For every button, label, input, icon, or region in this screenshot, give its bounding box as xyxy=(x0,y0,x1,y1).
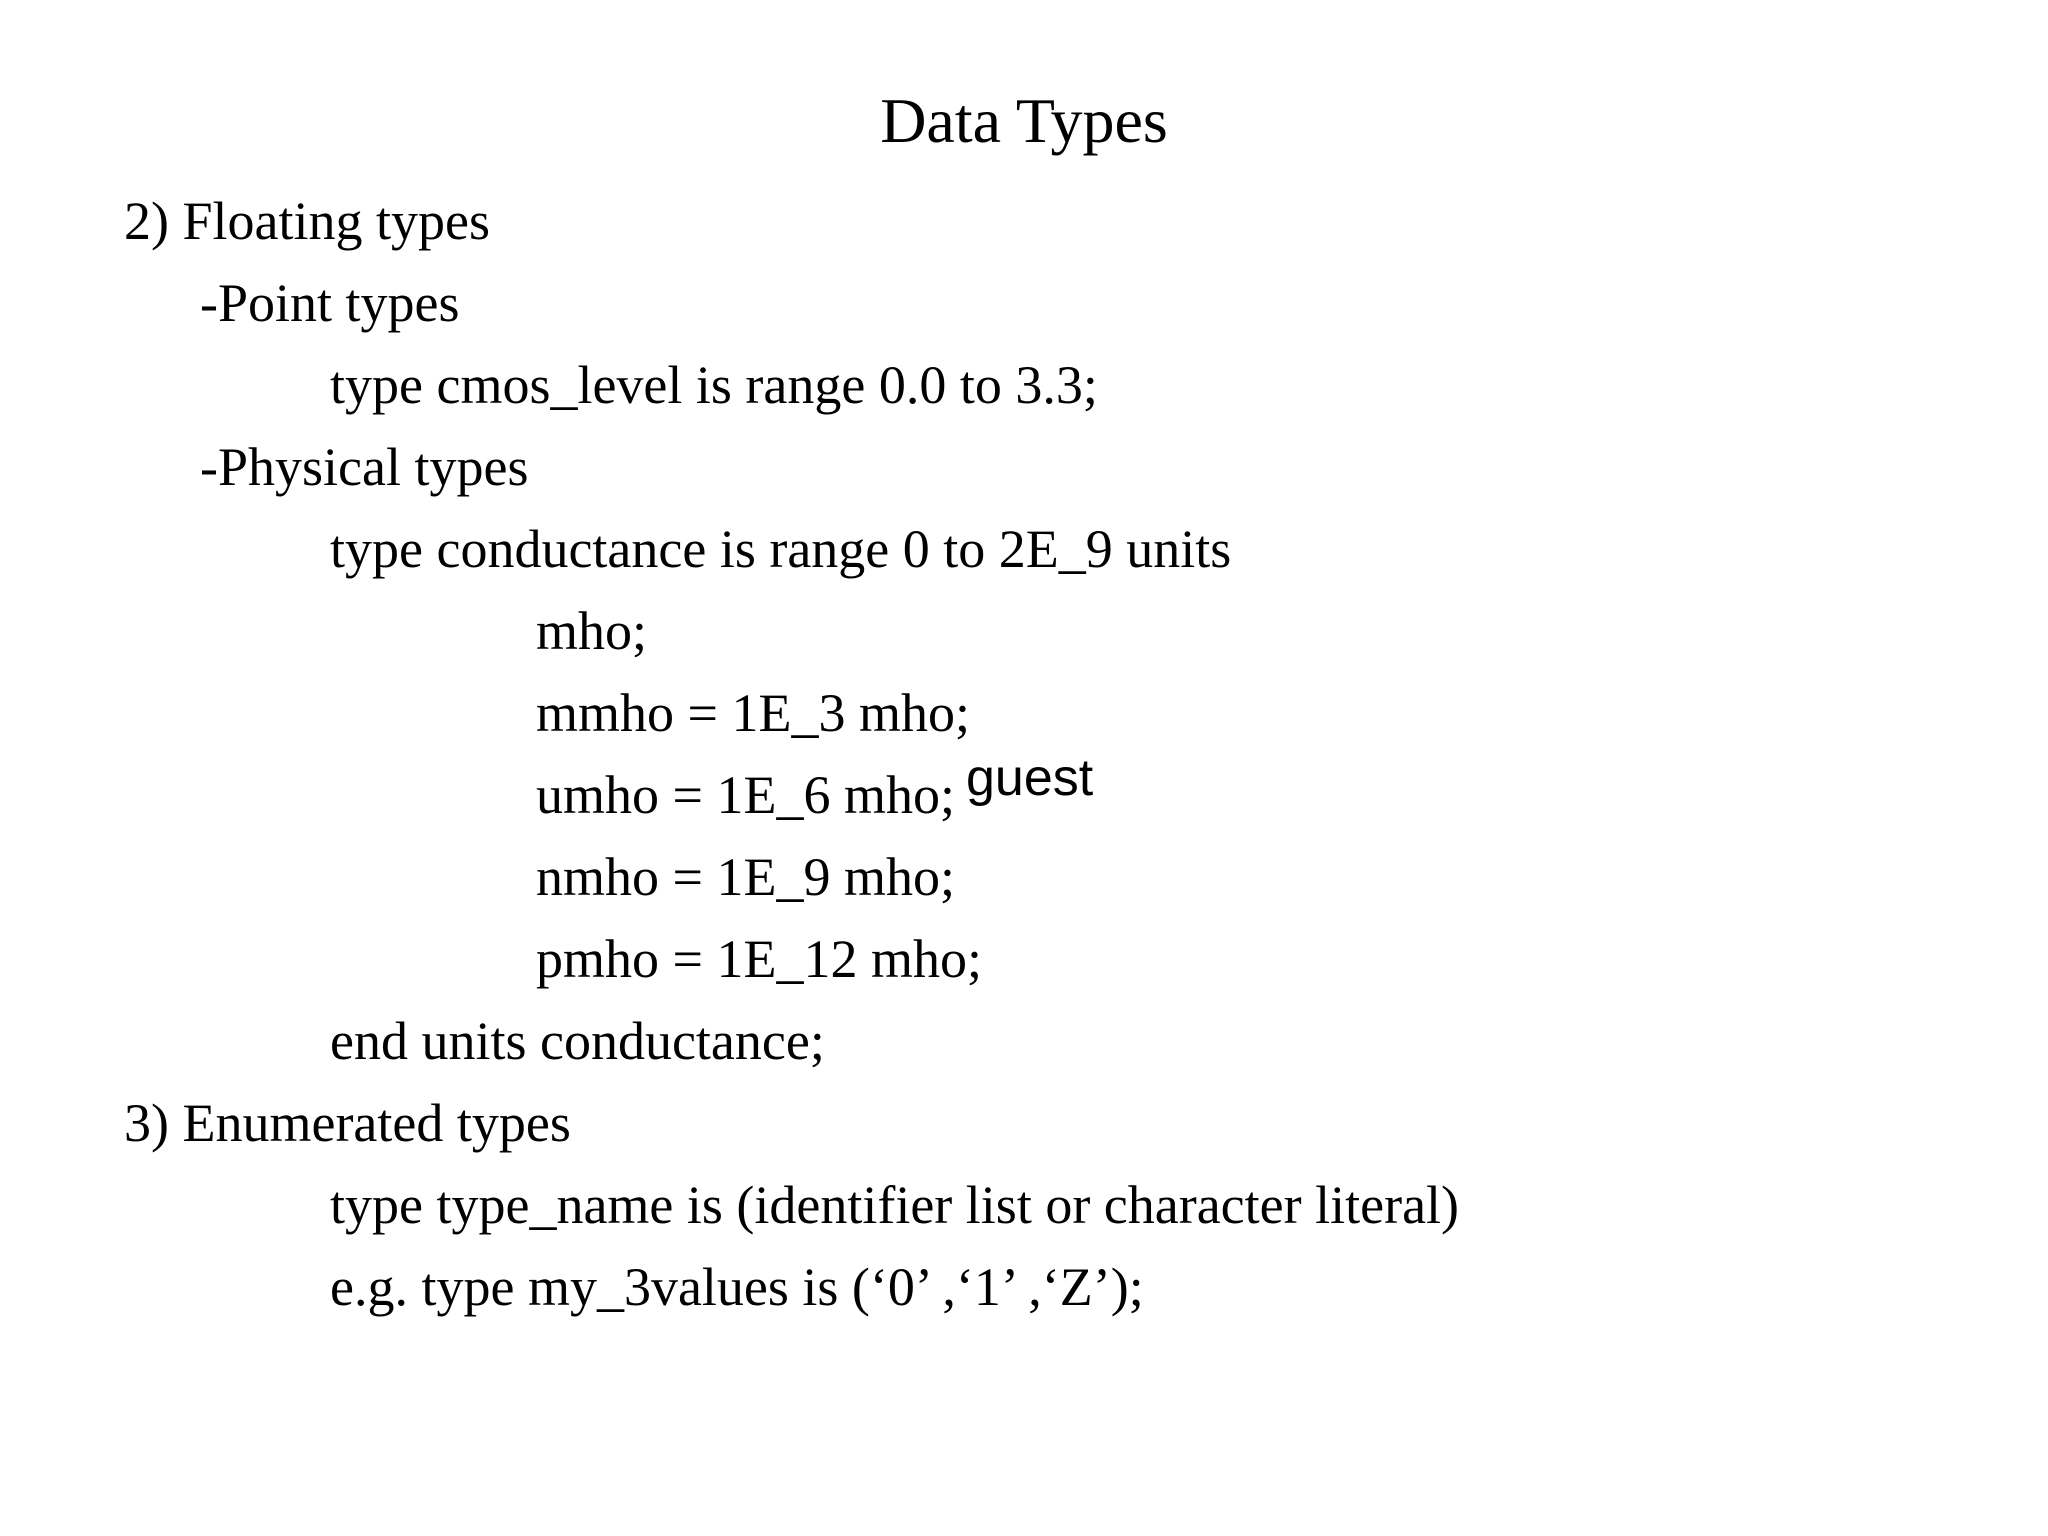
guest-watermark: guest xyxy=(966,749,1094,807)
code-line-example: e.g. type my_3values is (‘0’ ,‘1’ ,‘Z’); xyxy=(330,1257,1144,1317)
code-line-mho: mho; xyxy=(536,601,648,661)
code-line-conductance: type conductance is range 0 to 2E_9 units xyxy=(330,519,1232,579)
subheading-physical-types: -Physical types xyxy=(200,437,529,497)
heading-enumerated-types: 3) Enumerated types xyxy=(124,1093,571,1153)
code-line-pmho: pmho = 1E_12 mho; xyxy=(536,929,982,989)
code-line-mmho: mmho = 1E_3 mho; xyxy=(536,683,970,743)
heading-floating-types: 2) Floating types xyxy=(124,191,490,251)
code-line-umho: umho = 1E_6 mho; xyxy=(536,765,955,825)
code-line-end-units: end units conductance; xyxy=(330,1011,825,1071)
code-line-cmos-level: type cmos_level is range 0.0 to 3.3; xyxy=(330,355,1098,415)
code-line-nmho: nmho = 1E_9 mho; xyxy=(536,847,955,907)
subheading-point-types: -Point types xyxy=(200,273,460,333)
code-line-type-name: type type_name is (identifier list or character literal) xyxy=(330,1175,1460,1235)
slide-title: Data Types xyxy=(880,85,1168,156)
